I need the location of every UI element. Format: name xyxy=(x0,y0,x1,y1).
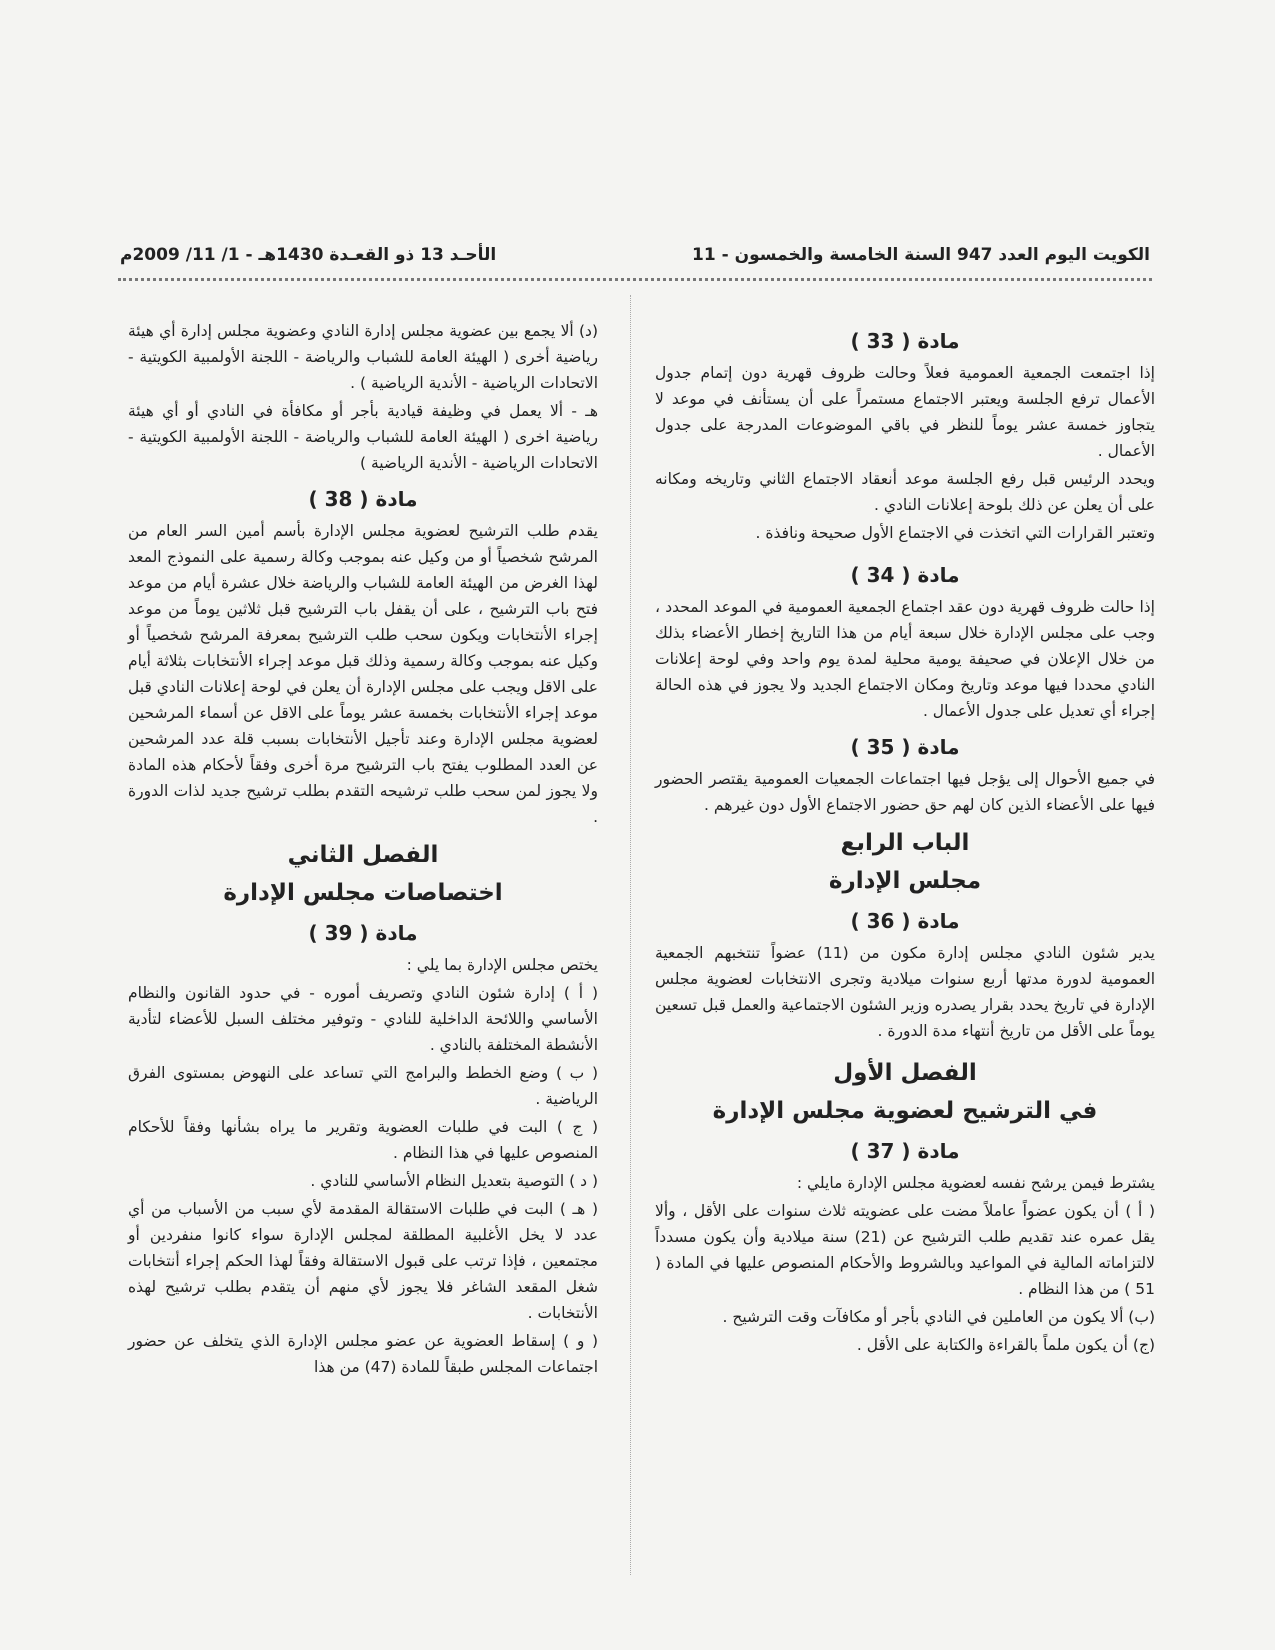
article-37-intro: يشترط فيمن يرشح نفسه لعضوية مجلس الإدارة مايلي : xyxy=(796,1174,1155,1192)
article-39-item-e: ( هـ ) البت في طلبات الاستقالة المقدمة لأي سبب من الأسباب من أي عدد لا يخل الأغلبية المطلقة لمجلس الإدارة سواء كانوا منفردين أو مجتمعين ، فإذا ترتب على قبول الاستقالة وفقاً لهذا الحكم إجراء أنتخابات شغل المقعد الشاغر فلا يجوز لأي منهم أن يتقدم بطلب ترشيح لهذه الأنتخابات . xyxy=(128,1200,598,1322)
article-39-item-a: ( أ ) إدارة شئون النادي وتصريف أموره - في حدود القانون والنظام الأساسي واللائحة الداخلية للنادي - وتوفير مختلف السبل للأعضاء لتأدية الأنشطة المختلفة بالنادي . xyxy=(128,984,598,1054)
article-38-title: مادة ( 38 ) xyxy=(308,487,418,511)
right-column xyxy=(655,318,1155,1360)
chapter-2-subtitle: اختصاصات مجلس الإدارة xyxy=(223,880,503,906)
left-column xyxy=(128,318,598,1382)
article-33-paragraph: ويحدد الرئيس قبل رفع الجلسة موعد أنعقاد الاجتماع الثاني وتاريخه ومكانه على أن يعلن عن ذلك بلوحة إعلانات النادي . xyxy=(655,470,1155,514)
article-38-paragraph: يقدم طلب الترشيح لعضوية مجلس الإدارة بأسم أمين السر العام من المرشح شخصياً أو من وكيل عنه بموجب وكالة رسمية على النموذج المعد لهذا الغرض من الهيئة العامة للشباب والرياضة خلال عشرة أيام من موعد فتح باب الترشيح ، على أن يقفل باب الترشيح قبل ثلاثين يوماً من موعد إجراء الأنتخابات ويكون سحب طلب الترشيح بمعرفة المرشح شخصياً أو وكيل عنه بموجب وكالة رسمية وذلك قبل موعد إجراء الأنتخابات بثلاثة أيام على الاقل ويجب على مجلس الإدارة أن يعلن في لوحة إعلانات النادي قبل موعد إجراء الأنتخابات بخمسة عشر يوماً على الاقل عن أسماء المرشحين لعضوية مجلس الإدارة وعند تأجيل الأنتخابات بسبب قلة عدد المرشحين عن العدد المطلوب يفتح باب الترشيح مرة أخرى وفقاً لأحكام هذه المادة ولا يجوز لمن سحب طلب ترشيحه التقدم بطلب ترشيح جديد لذات الدورة . xyxy=(128,522,598,826)
part-title: الباب الرابع xyxy=(840,830,970,856)
header-date: الأحـد 13 ذو القعـدة 1430هـ - 1/ 11/ 2009م xyxy=(120,245,497,265)
article-39-item-b: ( ب ) وضع الخطط والبرامج التي تساعد على النهوض بمستوى الفرق الرياضية . xyxy=(128,1064,598,1108)
article-37-item-d: (د) ألا يجمع بين عضوية مجلس إدارة النادي وعضوية مجلس إدارة أي هيئة رياضية أخرى ( الهيئة العامة للشباب والرياضة - اللجنة الأولمبية الكويتية - الاتحادات الرياضية - الأندية الرياضية ) . xyxy=(128,322,598,392)
column-divider xyxy=(630,295,631,1575)
article-39-item-f: ( و ) إسقاط العضوية عن عضو مجلس الإدارة الذي يتخلف عن حضور اجتماعات المجلس طبقاً للمادة (47) من هذا xyxy=(128,1332,598,1376)
chapter-1-title: الفصل الأول xyxy=(833,1060,977,1086)
article-34-title: مادة ( 34 ) xyxy=(850,563,960,587)
article-39-item-d: ( د ) التوصية بتعديل النظام الأساسي للنادي . xyxy=(310,1172,598,1190)
article-37-title: مادة ( 37 ) xyxy=(850,1139,960,1163)
chapter-1-subtitle: في الترشيح لعضوية مجلس الإدارة xyxy=(712,1098,1098,1124)
article-35-paragraph: في جميع الأحوال إلى يؤجل فيها اجتماعات الجمعيات العمومية يقتصر الحضور فيها على الأعضاء الذين كان لهم حق حضور الاجتماع الأول دون غيرهم . xyxy=(655,770,1155,814)
article-34-paragraph: إذا حالت ظروف قهرية دون عقد اجتماع الجمعية العمومية في الموعد المحدد ، وجب على مجلس الإدارة خلال سبعة أيام من هذا التاريخ إخطار الأعضاء بذلك من خلال الإعلان في صحيفة يومية محلية لمدة يوم واحد وفي لوحة إعلانات النادي محددا فيها موعد وتاريخ ومكان الاجتماع الجديد ولا يجوز في هذه الحالة إجراء أي تعديل على جدول الأعمال . xyxy=(655,598,1155,720)
page-header xyxy=(120,240,1150,270)
article-36-title: مادة ( 36 ) xyxy=(850,909,960,933)
article-39-title: مادة ( 39 ) xyxy=(308,921,418,945)
article-39-item-c: ( ج ) البت في طلبات العضوية وتقرير ما يراه بشأنها وفقاً للأحكام المنصوص عليها في هذا النظام . xyxy=(128,1118,598,1162)
article-33-title: مادة ( 33 ) xyxy=(850,329,960,353)
article-39-intro: يختص مجلس الإدارة بما يلي : xyxy=(406,956,598,974)
article-37-item-a: ( أ ) أن يكون عضواً عاملاً مضت على عضويته ثلاث سنوات على الأقل ، وألا يقل عمره عند تقديم طلب الترشيح عن (21) سنة ميلادية وأن يكون مسدداً لالتزاماته المالية في المواعيد وبالشروط والأحكام المنصوص عليها في المادة ( 51 ) من هذا النظام . xyxy=(655,1202,1155,1298)
article-37-item-c: (ج) أن يكون ملماً بالقراءة والكتابة على الأقل . xyxy=(856,1336,1155,1354)
header-divider xyxy=(118,278,1152,281)
part-subtitle: مجلس الإدارة xyxy=(828,868,982,894)
header-publication-info: الكويت اليوم العدد 947 السنة الخامسة والخمسون - 11 xyxy=(692,245,1150,265)
article-33-paragraph: إذا اجتمعت الجمعية العمومية فعلاً وحالت ظروف قهرية دون إتمام جدول الأعمال ترفع الجلسة ويعتبر الاجتماع مستمراً على أن يستأنف في موعد لا يتجاوز خمسة عشر يوماً للنظر في باقي الموضوعات المدرجة على جدول الأعمال . xyxy=(655,364,1155,460)
article-37-item-b: (ب) ألا يكون من العاملين في النادي بأجر أو مكافآت وقت الترشيح . xyxy=(722,1308,1155,1326)
article-37-item-h: هـ - ألا يعمل في وظيفة قيادية بأجر أو مكافأة في النادي أو أي هيئة رياضية اخرى ( الهيئة العامة للشباب والرياضة - اللجنة الأولمبية الكويتية - الاتحادات الرياضية - الأندية الرياضية ) xyxy=(128,402,598,472)
article-35-title: مادة ( 35 ) xyxy=(850,735,960,759)
chapter-2-title: الفصل الثاني xyxy=(287,842,439,868)
article-36-paragraph: يدير شئون النادي مجلس إدارة مكون من (11) عضواً تنتخبهم الجمعية العمومية لدورة مدتها أربع سنوات ميلادية وتجرى الانتخابات لعضوية مجلس الإدارة في تاريخ يحدد بقرار يصدره وزير الشئون الاجتماعية والعمل قبل تسعين يوماً على الأقل من تاريخ أنتهاء مدة الدورة . xyxy=(655,944,1156,1040)
article-33-paragraph: وتعتبر القرارات التي اتخذت في الاجتماع الأول صحيحة ونافذة . xyxy=(755,524,1155,542)
